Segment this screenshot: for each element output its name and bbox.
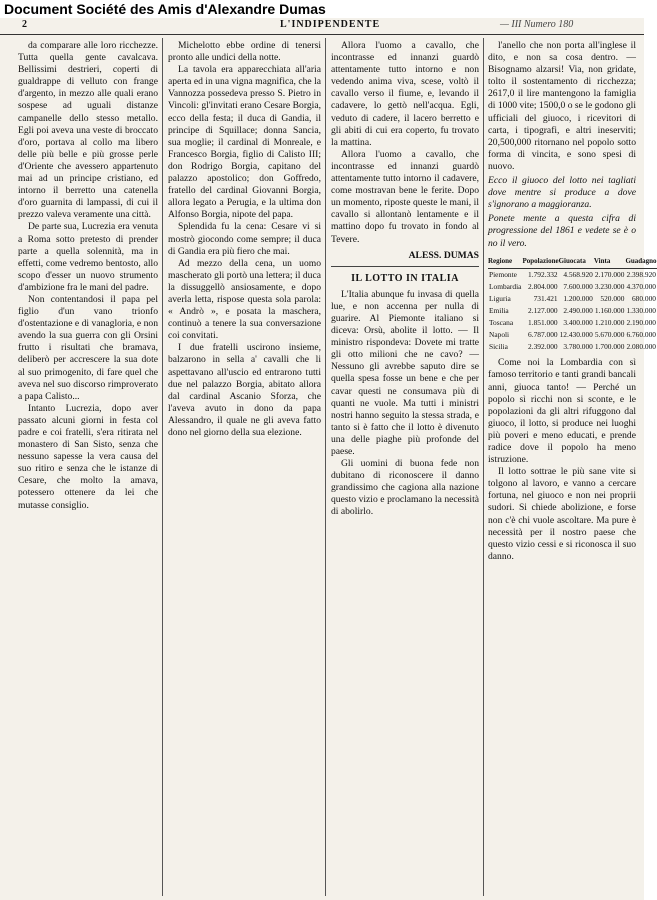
- column-header: Vinta: [594, 254, 626, 269]
- italic-note: Ponete mente a questa cifra di progressione del 1861 e vedete se è o no il vero.: [488, 213, 636, 249]
- table-cell: 2.170.000: [594, 269, 625, 279]
- paragraph: Intanto Lucrezia, dopo aver passato alcuni giorni in festa col padre e coi fratelli, s'era ritirata nel monastero di San Sisto, senza che nessuno sapesse la vera causa del suo ritiro e senza che le istanze di Cesare, che molto la amava, potessero ottenere da lei che mutasse consiglio.: [18, 402, 158, 511]
- column-3: [331, 40, 479, 896]
- table-cell: 6.760.000: [626, 330, 656, 340]
- table-cell: 2.080.000: [626, 342, 656, 352]
- paragraph: l'anello che non porta all'inglese il dito, e non sa cosa dentro. — Bisognamo alzarsi! Via, non gridate, tolto il sostentamento di ricchezza; 2617,0 il lire mantengono la famiglia di 1000 vite; 1500,0 o se le godono gli ufficiali del giuoco, i ricevitori di carta, i tipografi, e altri ineserviti; 20,500,000 ritornano nel popolo sotto forma di vincita, e sono spesi di nuovo.: [488, 40, 636, 172]
- paragraph: Michelotto ebbe ordine di tenersi pronto alle undici della notte.: [168, 40, 321, 64]
- paragraph: Ad mezzo della cena, un uomo mascherato gli portò una lettera; il duca la dissuggellò ansiosamente, e dopo averla letta, rispose questa sola parola: « Andrò », e posata la maschera, continuò a tenere la sua conversazione coi convitati.: [168, 257, 321, 342]
- document-watermark: Document Société des Amis d'Alexandre Dumas: [4, 0, 644, 18]
- table-cell: 1.792.332: [528, 269, 558, 279]
- table-body: [488, 268, 657, 353]
- column-header: Popolazione: [522, 254, 558, 269]
- table-cell: 1.210.000: [594, 318, 625, 328]
- article-headline: IL LOTTO IN ITALIA: [351, 272, 459, 284]
- table-cell: Piemonte: [489, 269, 517, 279]
- table-row: [488, 268, 657, 281]
- paragraph: Non contentandosi il papa pel figlio d'un vano trionfo d'ostentazione e di vanagloria, e non avendo la sua guerra con gli Orsini frutto i risultati che bramava, deliberò per accrescere la sua dote al suo primogenito, di fare quel che aveva nel suo discorso rimproverato a papa Calisto...: [18, 293, 158, 402]
- table-cell: 4.568.920: [563, 269, 593, 279]
- table-cell: Sicilia: [489, 342, 508, 352]
- column-1: [18, 40, 158, 896]
- paragraph: Splendida fu la cena: Cesare vi si mostrò giocondo come sempre; il duca di Gandia era più fiero che mai.: [168, 221, 321, 257]
- table-cell: 2.392.000: [528, 342, 558, 352]
- table-cell: 2.804.000: [528, 281, 558, 291]
- table-cell: Emilia: [489, 305, 509, 315]
- table-row: [488, 341, 657, 353]
- table-row: [488, 293, 657, 305]
- table-cell: 5.670.000: [594, 330, 625, 340]
- paragraph: da comparare alle loro ricchezze. Tutta quella gente cavalcava. Bellissimi destrieri, coperti di gualdrappe di velluto con frange d'argento, in mezzo alle quali erano sospese ad uguali distanze campanelle dello stesso metallo. Egli poi aveva una veste di broccato d'oro, portava al collo ma libero delle più belle e più grosse perle d'Oriente che avessero appartenuto mai ad un principe cristiano, ed intorno il berretto una catenella d'oro guarnita di lampassi, di cui il prezzo valeva veramente una città.: [18, 40, 158, 221]
- table-header-row: [488, 254, 657, 269]
- newspaper-page: [0, 18, 657, 900]
- table-cell: 1.160.000: [594, 305, 625, 315]
- table-row: [488, 281, 657, 293]
- table-cell: 7.600.000: [563, 281, 593, 291]
- lottery-statistics-table: [488, 254, 657, 354]
- table-cell: 2.190.000: [626, 318, 656, 328]
- table-cell: 1.700.000: [594, 342, 625, 352]
- table-cell: 6.787.000: [528, 330, 558, 340]
- table-row: [488, 329, 657, 341]
- issue-number: — III Numero 180: [500, 19, 574, 30]
- newspaper-title: L'INDIPENDENTE: [280, 19, 381, 30]
- paragraph: L'Italia abunque fu invasa di quella lue, e non accenna per nulla di guarire. Al Piemonte italiano si diceva: Orsù, abolite il lotto. — Il ministro rispondeva: Dovete mi tratte gli otto milioni che ne cavo? — Nessuno gli avrebbe saputo dire se quella spesa fosse un bene e che per cavar questi ne consumava più di quanti ne vuole. Ma tutti i ministri nostri hanno seguito la stessa strada, e tanto si è fatto che il lotto è divenuto una delle piaghe più profonde del paese.: [331, 288, 479, 457]
- table-cell: 680.000: [631, 293, 656, 303]
- column-rule: [325, 38, 326, 896]
- column-4: [488, 40, 657, 896]
- paragraph: De parte sua, Lucrezia era venuta a Roma sotto pretesto di prender parte a quella solennità, ma in effetti, come vedremo bentosto, allo scopo d'esser un nuovo strumento d'ambizione fra le mani del padre.: [18, 221, 158, 293]
- page-number: 2: [22, 19, 27, 30]
- table-cell: 1.200.000: [563, 293, 593, 303]
- table-cell: Toscana: [489, 318, 514, 328]
- author-signature: ALESS. DUMAS: [408, 249, 479, 261]
- paragraph: La tavola era apparecchiata all'aria aperta ed in una vigna magnifica, che la Vannozza possedeva presso S. Pietro in Vincoli: gl'invitati erano Cesare Borgia, ecco della festa; il duca di Gandia, il principe di Squillace; donna Sancia, sua moglie; il cardinal di Monreale, e Francesco Borgia, figlio di Calisto III; don Rodrigo Borgia, capitano del palazzo apostolico; don Goffredo, fratello del cardinal Giovanni Borgia, allora legato a Perugia, e la ultima don Alfonso Borgia, nipote del papa.: [168, 64, 321, 221]
- page-header: [0, 18, 644, 35]
- column-rule: [483, 38, 484, 896]
- table-cell: 3.230.000: [594, 281, 625, 291]
- table-cell: 2.490.000: [563, 305, 593, 315]
- table-cell: 2.398.920: [626, 269, 656, 279]
- paragraph: Gli uomini di buona fede non dubitano di riconoscere il danno grandissimo che cagiona alla nazione questo vizio e proclamano la necessità di abolirlo.: [331, 458, 479, 518]
- table-cell: 3.400.000: [563, 318, 593, 328]
- paragraph: Il lotto sottrae le più sane vite si tolgono al lavoro, e vanno a cercare fortuna, nel giuoco e non nei proprii sudori. Si chiede abolizione, e forse non c'è chi vuole ascoltare. Ma pure è necessità per il nostro paese che questo vizio cessi e si riconosca il suo danno.: [488, 466, 636, 562]
- paragraph: Allora l'uomo a cavallo, che incontrasse ed innanzi guardò attentamente tutto intorno e non vedendo anima viva, scese, voltò il cavallo verso il fiume, e, levando il cadavere, lo gettò nell'acqua. Egli, veduto di cadere, il lacero berretto e gli abiti di cui era coperto, fu trovato la mattina.: [331, 40, 479, 148]
- table-row: [488, 317, 657, 329]
- paragraph: Come noi la Lombardia con sì famoso territorio e tanti grandi bancali anni, giuoca tanto! — Perché un popolo sì ricchi non si sconte, e le popolazioni da gli altri rifuggono dal giuoco, il lotto, si produce nei luoghi più poveri e meno educati, e prende radice dove il popolo ha meno istruzione.: [488, 357, 636, 466]
- italic-note: Ecco il giuoco del lotto nei tagliati dove mentre si produce a dove s'ignorano a maggioranza.: [488, 175, 636, 211]
- table-cell: 2.127.000: [528, 305, 558, 315]
- table-cell: Liguria: [489, 293, 511, 303]
- section-divider: [331, 266, 479, 267]
- column-rule: [162, 38, 163, 896]
- paragraph: Allora l'uomo a cavallo, che incontrasse ed innanzi guardò attentamente tutto intorno il cadavere, come mostravan bene le ferite. Dopo un momento, riposte queste le mani, il cavallo si allontanò lentamente e il mattino dopo fu trovato in fondo al Tevere.: [331, 148, 479, 245]
- table-cell: 1.330.000: [626, 305, 656, 315]
- column-header: Regione: [488, 254, 522, 269]
- column-header: Giuocata: [559, 254, 594, 269]
- table-cell: 12.430.000: [559, 330, 593, 340]
- table-cell: Napoli: [489, 330, 510, 340]
- table-cell: 731.421: [533, 293, 558, 303]
- table-cell: 520.000: [600, 293, 625, 303]
- table-row: [488, 305, 657, 317]
- table-cell: 3.780.000: [563, 342, 593, 352]
- table-cell: 4.370.000: [626, 281, 656, 291]
- table-cell: Lombardia: [489, 281, 522, 291]
- paragraph: I due fratelli uscirono insieme, balzarono in sella a' cavalli che li aspettavano all'uscio ed entrarono tutti due nel palazzo Borgia, abitato allora dal cardinal Ascanio Sforza, che l'aveva avuto in dono da papa Alessandro, il quale ne gli aveva fatto dono nel giorno della sua elezione.: [168, 342, 321, 438]
- table-cell: 1.851.000: [528, 318, 558, 328]
- column-2: [168, 40, 321, 896]
- column-header: Guadagno: [625, 254, 657, 269]
